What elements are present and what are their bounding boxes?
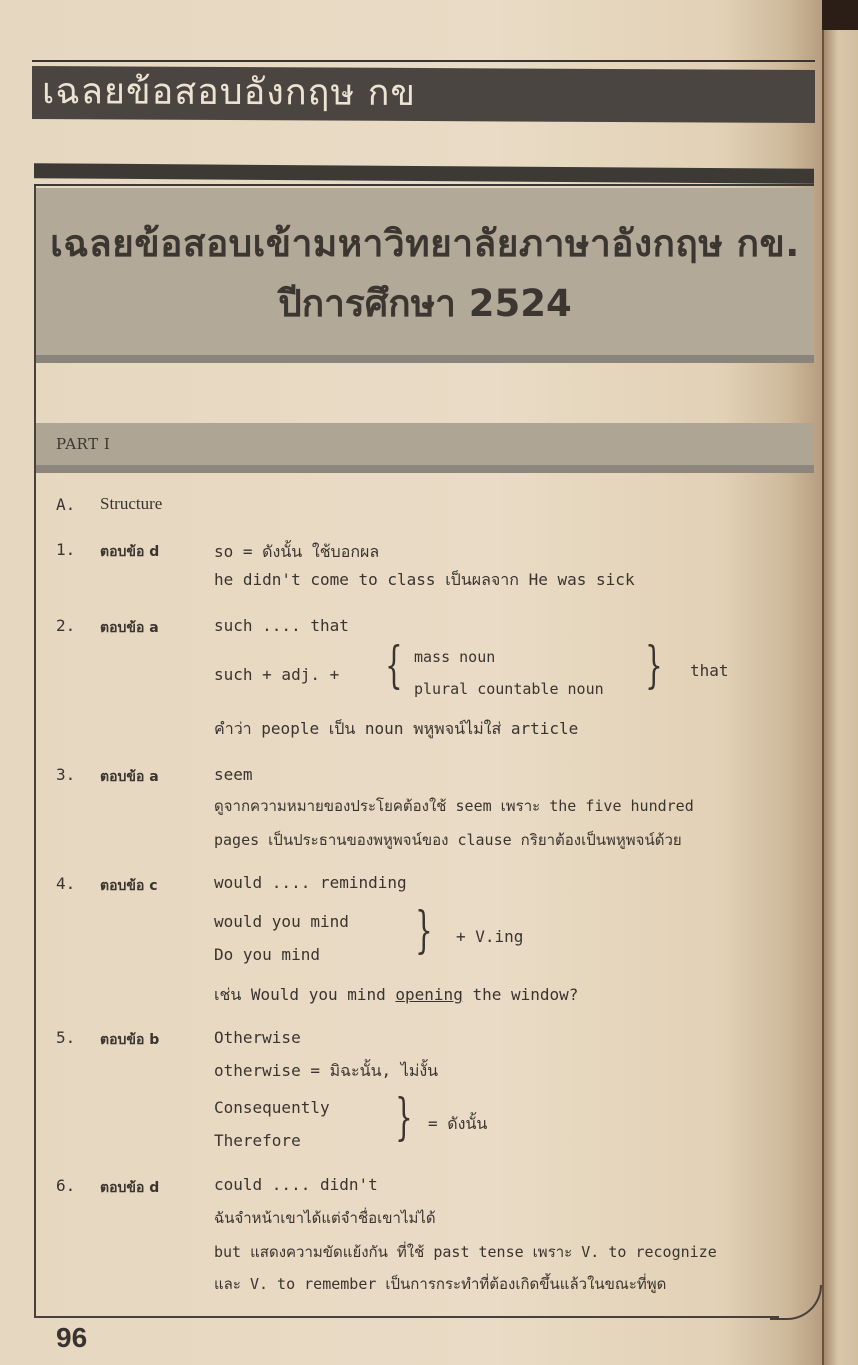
left-brace: { bbox=[385, 636, 403, 694]
formula-right: = ดังนั้น bbox=[428, 1114, 488, 1133]
item-number: 6. bbox=[56, 1176, 76, 1195]
formula-option: Therefore bbox=[214, 1131, 301, 1150]
formula-left: such + adj. + bbox=[214, 665, 340, 684]
answer-label: ตอบข้อ d bbox=[100, 1180, 160, 1196]
item-line: he didn't come to class เป็นผลจาก He was sick bbox=[214, 570, 635, 589]
right-brace: } bbox=[645, 636, 663, 694]
adjacent-page-edge bbox=[822, 30, 858, 1365]
answer-label: ตอบข้อ a bbox=[100, 769, 159, 785]
item-line: could .... didn't bbox=[214, 1175, 378, 1194]
item-line: so = ดังนั้น ใช้บอกผล bbox=[214, 542, 380, 561]
item-line: otherwise = มิฉะนั้น, ไม่งั้น bbox=[214, 1061, 439, 1080]
section-letter: A. bbox=[56, 495, 76, 514]
item-number: 5. bbox=[56, 1028, 76, 1047]
example-prefix: เช่น Would you mind bbox=[214, 985, 396, 1004]
part-label: PART I bbox=[56, 435, 111, 453]
formula-option: Consequently bbox=[214, 1098, 330, 1117]
item-note: คำว่า people เป็น noun พหูพจน์ไม่ใส่ article bbox=[214, 719, 579, 738]
right-brace: } bbox=[395, 1088, 413, 1146]
example-underlined: opening bbox=[395, 985, 463, 1004]
page-subtitle: ปีการศึกษา 2524 bbox=[278, 282, 572, 325]
formula-option: Do you mind bbox=[214, 945, 320, 964]
answer-label: ตอบข้อ b bbox=[100, 1032, 160, 1048]
title-box-rule bbox=[36, 355, 814, 363]
bottom-rule bbox=[34, 1316, 779, 1318]
item-number: 2. bbox=[56, 616, 76, 635]
formula-option: would you mind bbox=[214, 912, 349, 931]
title-box bbox=[36, 188, 814, 358]
item-line: would .... reminding bbox=[214, 873, 407, 892]
page-number: 96 bbox=[56, 1322, 88, 1353]
formula-option: plural countable noun bbox=[414, 680, 604, 698]
example-line bbox=[214, 983, 578, 1008]
item-line: pages เป็นประธานของพหูพจน์ของ clause กริยาต้องเป็นพหูพจน์ด้วย bbox=[214, 831, 682, 849]
item-line: such .... that bbox=[214, 616, 349, 635]
item-line: seem bbox=[214, 765, 253, 784]
item-number: 3. bbox=[56, 765, 76, 784]
example-suffix: the window? bbox=[462, 985, 579, 1004]
formula-right: + V.ing bbox=[456, 927, 524, 946]
section-name: Structure bbox=[100, 494, 163, 513]
page-title: เฉลยข้อสอบเข้ามหาวิทยาลัยภาษาอังกฤษ กข. bbox=[50, 222, 800, 265]
right-brace: } bbox=[415, 901, 433, 959]
formula-right: that bbox=[690, 661, 729, 680]
item-line: ฉันจำหน้าเขาได้แต่จำชื่อเขาไม่ได้ bbox=[214, 1209, 436, 1227]
top-rule bbox=[32, 60, 815, 62]
answer-label: ตอบข้อ c bbox=[100, 878, 158, 894]
item-line: but แสดงความขัดแย้งกัน ที่ใช้ past tense เพราะ V. to recognize bbox=[214, 1243, 717, 1261]
item-line: และ V. to remember เป็นการกระทำที่ต้องเกิดขึ้นแล้วในขณะที่พูด bbox=[214, 1275, 667, 1293]
running-head-bar bbox=[32, 66, 815, 123]
answer-label: ตอบข้อ d bbox=[100, 544, 160, 560]
item-line: ดูจากความหมายของประโยคต้องใช้ seem เพราะ the five hundred bbox=[214, 797, 694, 815]
part-header-bar bbox=[36, 423, 814, 465]
formula-option: mass noun bbox=[414, 648, 496, 666]
running-head: เฉลยข้อสอบอังกฤษ กข bbox=[42, 71, 417, 114]
answer-label: ตอบข้อ a bbox=[100, 620, 159, 636]
item-line: Otherwise bbox=[214, 1028, 301, 1047]
title-top-bar bbox=[34, 163, 814, 183]
item-number: 1. bbox=[56, 540, 76, 559]
item-number: 4. bbox=[56, 874, 76, 893]
part-bar-rule bbox=[36, 465, 814, 473]
